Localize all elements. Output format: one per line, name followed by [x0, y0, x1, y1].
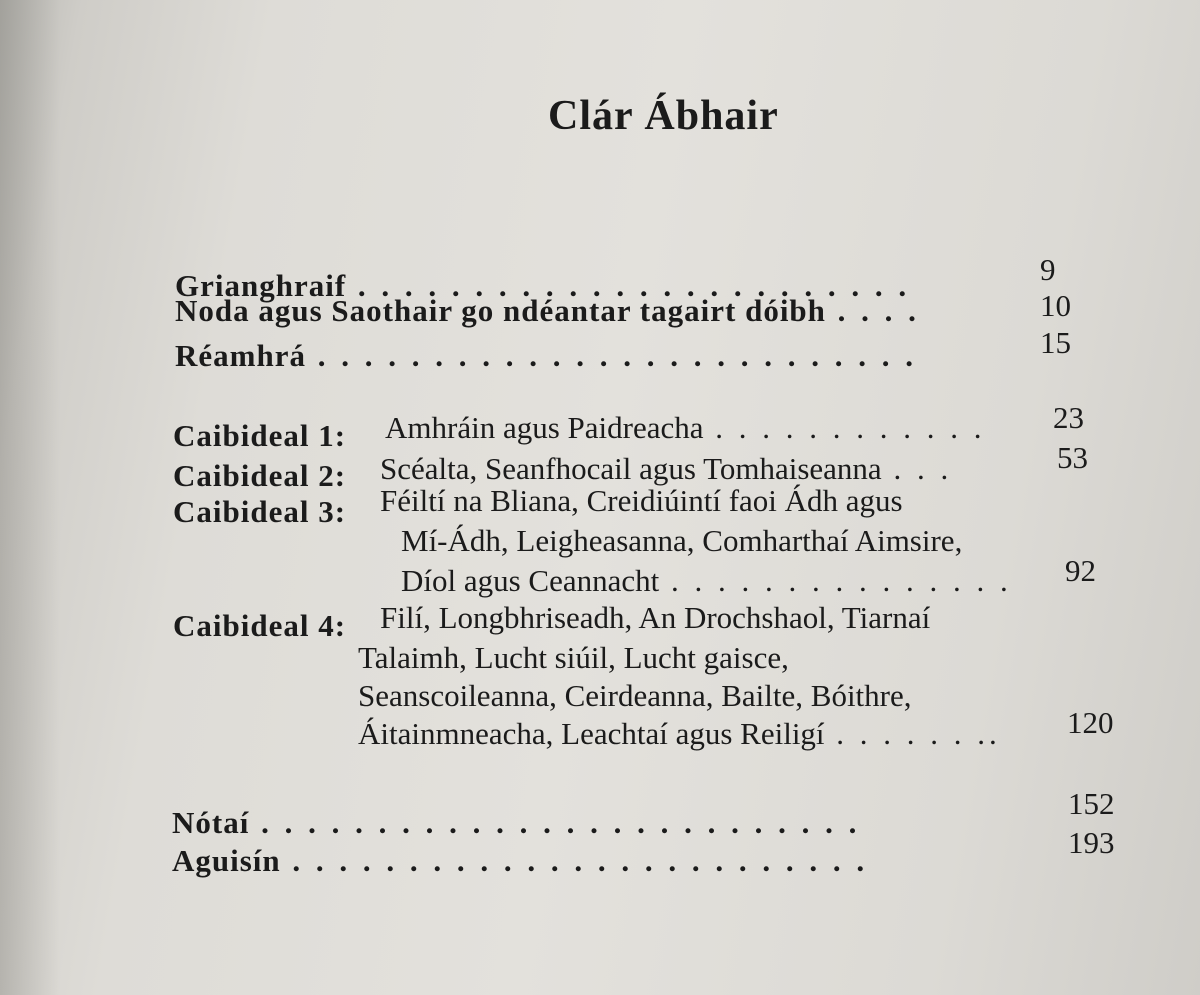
toc-entry — [172, 805, 860, 841]
page-edge-shadow — [0, 0, 60, 995]
chapter-title-line: Áitainmneacha, Leachtaí agus Reiligí . . . . . . .. — [358, 716, 1001, 751]
chapter-title-line: Mí-Ádh, Leigheasanna, Comharthaí Aimsire, — [401, 523, 963, 558]
leader-dots: . . . . . . . . . . . . . . . . . . . . . . . . . . — [249, 805, 861, 840]
toc-entry-label: Aguisín — [172, 843, 281, 878]
toc-entry-label: Réamhrá — [175, 338, 306, 373]
leader-dots: . . . — [881, 451, 953, 486]
chapter-title-line: Filí, Longbhriseadh, An Drochshaol, Tiarnaí — [380, 600, 931, 635]
leader-dots: . . . . . . . . . . . . . . . . . . . . . . . . — [346, 268, 911, 303]
leader-dots: . . . . . . .. — [824, 716, 1001, 751]
leader-dots: . . . . . . . . . . . . — [703, 410, 986, 445]
chapter-title-line: Seanscoileanna, Ceirdeanna, Bailte, Bóithre, — [358, 678, 912, 713]
toc-entry — [175, 293, 920, 329]
leader-dots: . . . . . . . . . . . . . . . . . . . . . . . . . . — [305, 338, 917, 373]
toc-page-number: 53 — [1057, 440, 1088, 475]
chapter-title-line: Talaimh, Lucht siúil, Lucht gaisce, — [358, 640, 789, 675]
toc-entry-label: Nótaí — [172, 805, 250, 840]
chapter-label: Caibideal 3: — [173, 494, 347, 529]
toc-page-number: 23 — [1053, 400, 1084, 435]
toc-entry-label: Noda agus Saothair go ndéantar tagairt dóibh — [175, 293, 826, 328]
chapter-title-line: Díol agus Ceannacht . . . . . . . . . . . . . . . — [401, 563, 1012, 598]
page-title: Clár Ábhair — [548, 93, 779, 139]
toc-page-number: 10 — [1040, 288, 1071, 323]
leader-dots: . . . . . . . . . . . . . . . . . . . . . . . . . — [280, 843, 869, 878]
leader-dots: . . . . . . . . . . . . . . . — [659, 563, 1012, 598]
chapter-label: Caibideal 1: — [173, 418, 347, 453]
toc-page-number: 9 — [1040, 252, 1056, 287]
toc-page-number: 92 — [1065, 553, 1096, 588]
chapter-label: Caibideal 4: — [173, 608, 347, 643]
toc-entry — [172, 843, 868, 879]
toc-page-number: 152 — [1068, 786, 1115, 821]
chapter-title-line: Scéalta, Seanfhocail agus Tomhaiseanna . . . — [380, 451, 953, 486]
toc-entry — [175, 338, 917, 374]
toc-page-number: 193 — [1068, 825, 1115, 860]
toc-page-number: 120 — [1067, 705, 1114, 740]
toc-entry-label: Grianghraif — [175, 268, 347, 303]
toc-page-number: 15 — [1040, 325, 1071, 360]
chapter-label: Caibideal 2: — [173, 458, 347, 493]
chapter-title-line: Féiltí na Bliana, Creidiúintí faoi Ádh agus — [380, 483, 903, 518]
chapter-title-line: Amhráin agus Paidreacha . . . . . . . . . . . . — [385, 410, 986, 445]
leader-dots: . . . . — [825, 293, 920, 328]
